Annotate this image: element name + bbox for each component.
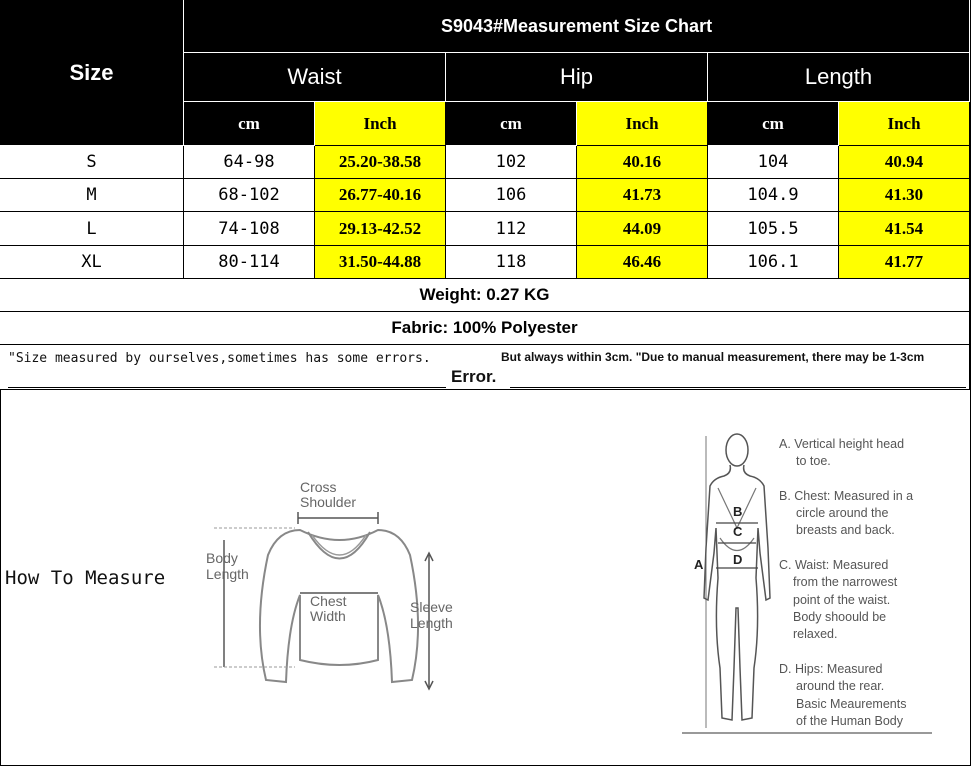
cell-text: 106.1 — [747, 252, 799, 272]
cell-text: 112 — [495, 218, 527, 239]
table-row-size — [0, 212, 184, 246]
sleeve-length-label: Sleeve — [410, 599, 453, 615]
table-cell — [446, 212, 577, 246]
body-note-b: B. Chest: Measured in a — [779, 489, 914, 503]
body-letter-d: D — [733, 552, 743, 567]
cell-text: 41.54 — [884, 218, 924, 238]
row-size-text: S — [86, 152, 97, 172]
body-measure-diagram — [680, 428, 950, 736]
body-note-b: circle around the — [796, 506, 889, 520]
table-cell — [839, 246, 970, 279]
table-cell — [839, 146, 970, 179]
body-note-c: C. Waist: Measured — [779, 558, 889, 572]
cell-text: 29.13-42.52 — [338, 218, 422, 238]
table-row-size — [0, 179, 184, 212]
unit-waist-inch — [315, 102, 446, 146]
table-cell — [446, 146, 577, 179]
cross-shoulder-label: Cross — [300, 479, 337, 495]
unit-text: cm — [238, 113, 260, 133]
cell-text: 105.5 — [747, 218, 799, 239]
cell-text: 40.94 — [884, 152, 924, 171]
body-note-d: of the Human Body — [796, 714, 904, 728]
body-length-label: Body — [206, 550, 238, 566]
cell-text: 46.46 — [622, 252, 662, 271]
table-cell — [315, 146, 446, 179]
group-waist-text: Waist — [287, 64, 342, 89]
body-note-b: breasts and back. — [796, 523, 895, 537]
body-note-a: A. Vertical height head — [779, 437, 905, 451]
table-cell — [839, 212, 970, 246]
note-right: But always within 3cm. "Due to manual measurement, there may be 1-3cm — [501, 350, 925, 364]
weight-text: Weight: 0.27 KG — [419, 285, 550, 304]
cell-text: 25.20-38.58 — [338, 152, 422, 171]
fabric-row — [0, 312, 970, 345]
sleeve-length-label: Length — [410, 615, 453, 631]
table-cell — [708, 246, 839, 279]
body-note-c: from the narrowest — [793, 575, 898, 589]
body-letter-b: B — [733, 504, 743, 519]
body-note-c: relaxed. — [793, 627, 838, 641]
body-note-c: Body shoould be — [793, 610, 887, 624]
chart-title-text: S9043#Measurement Size Chart — [440, 15, 713, 36]
size-header — [0, 0, 184, 146]
cell-text: 74-108 — [218, 218, 280, 239]
cell-text: 26.77-40.16 — [338, 185, 422, 204]
table-cell — [315, 212, 446, 246]
table-cell — [446, 246, 577, 279]
chest-width-label: Chest — [310, 593, 347, 609]
table-cell — [708, 146, 839, 179]
cell-text: 102 — [495, 152, 527, 172]
unit-text: cm — [762, 113, 784, 133]
unit-length-cm — [708, 102, 839, 146]
group-length — [708, 53, 970, 102]
table-cell — [708, 179, 839, 212]
table-cell — [577, 179, 708, 212]
table-cell — [184, 246, 315, 279]
table-cell — [577, 212, 708, 246]
table-row-size — [0, 246, 184, 279]
cell-text: 118 — [495, 252, 527, 272]
unit-text: Inch — [363, 113, 397, 133]
note-error: Error. — [451, 367, 497, 386]
cell-text: 80-114 — [218, 252, 280, 272]
table-cell — [839, 179, 970, 212]
size-header-text: Size — [69, 59, 114, 85]
table-cell — [184, 179, 315, 212]
cell-text: 106 — [495, 185, 527, 205]
cell-text: 104 — [757, 152, 789, 172]
body-letter-a: A — [694, 557, 704, 572]
shirt-measure-diagram — [200, 475, 475, 700]
row-size-text: L — [86, 218, 97, 239]
group-hip-text: Hip — [559, 64, 593, 89]
body-letter-c: C — [733, 524, 743, 539]
note-underline-left — [8, 387, 446, 388]
table-cell — [708, 212, 839, 246]
group-waist — [184, 53, 446, 102]
row-size-text: XL — [81, 252, 102, 272]
cell-text: 41.77 — [884, 252, 924, 271]
cell-text: 68-102 — [218, 185, 280, 205]
group-length-text: Length — [804, 64, 873, 89]
cell-text: 31.50-44.88 — [338, 252, 422, 271]
unit-length-inch — [839, 102, 970, 146]
cross-shoulder-label: Shoulder — [300, 494, 357, 510]
note-left: "Size measured by ourselves,sometimes has some errors. — [8, 351, 431, 366]
table-cell — [184, 212, 315, 246]
unit-text: Inch — [887, 113, 921, 133]
row-size-text: M — [86, 185, 97, 205]
table-cell — [315, 179, 446, 212]
how-to-measure-label: How To Measure — [5, 567, 166, 589]
weight-row — [0, 279, 970, 312]
body-note-d: Basic Meaurements — [796, 697, 907, 711]
unit-waist-cm — [184, 102, 315, 146]
cell-text: 41.73 — [622, 185, 662, 204]
table-cell — [577, 246, 708, 279]
chest-width-label: Width — [310, 608, 346, 624]
table-cell — [577, 146, 708, 179]
table-cell — [184, 146, 315, 179]
cell-text: 41.30 — [884, 185, 924, 204]
cell-text: 40.16 — [622, 152, 662, 171]
chart-title — [184, 0, 970, 53]
group-hip — [446, 53, 708, 102]
cell-text: 64-98 — [223, 152, 275, 172]
table-cell — [315, 246, 446, 279]
table-row-size — [0, 146, 184, 179]
cell-text: 44.09 — [622, 218, 662, 238]
unit-text: Inch — [625, 113, 659, 133]
unit-hip-inch — [577, 102, 708, 146]
note-underline-right — [510, 387, 966, 388]
fabric-text: Fabric: 100% Polyester — [391, 318, 578, 337]
body-note-a: to toe. — [796, 454, 831, 468]
cell-text: 104.9 — [747, 185, 799, 205]
body-note-c: point of the waist. — [793, 593, 891, 607]
table-cell — [446, 179, 577, 212]
unit-hip-cm — [446, 102, 577, 146]
body-length-label: Length — [206, 566, 249, 582]
unit-text: cm — [500, 113, 522, 133]
body-note-d: D. Hips: Measured — [779, 662, 883, 676]
body-note-d: around the rear. — [796, 679, 885, 693]
